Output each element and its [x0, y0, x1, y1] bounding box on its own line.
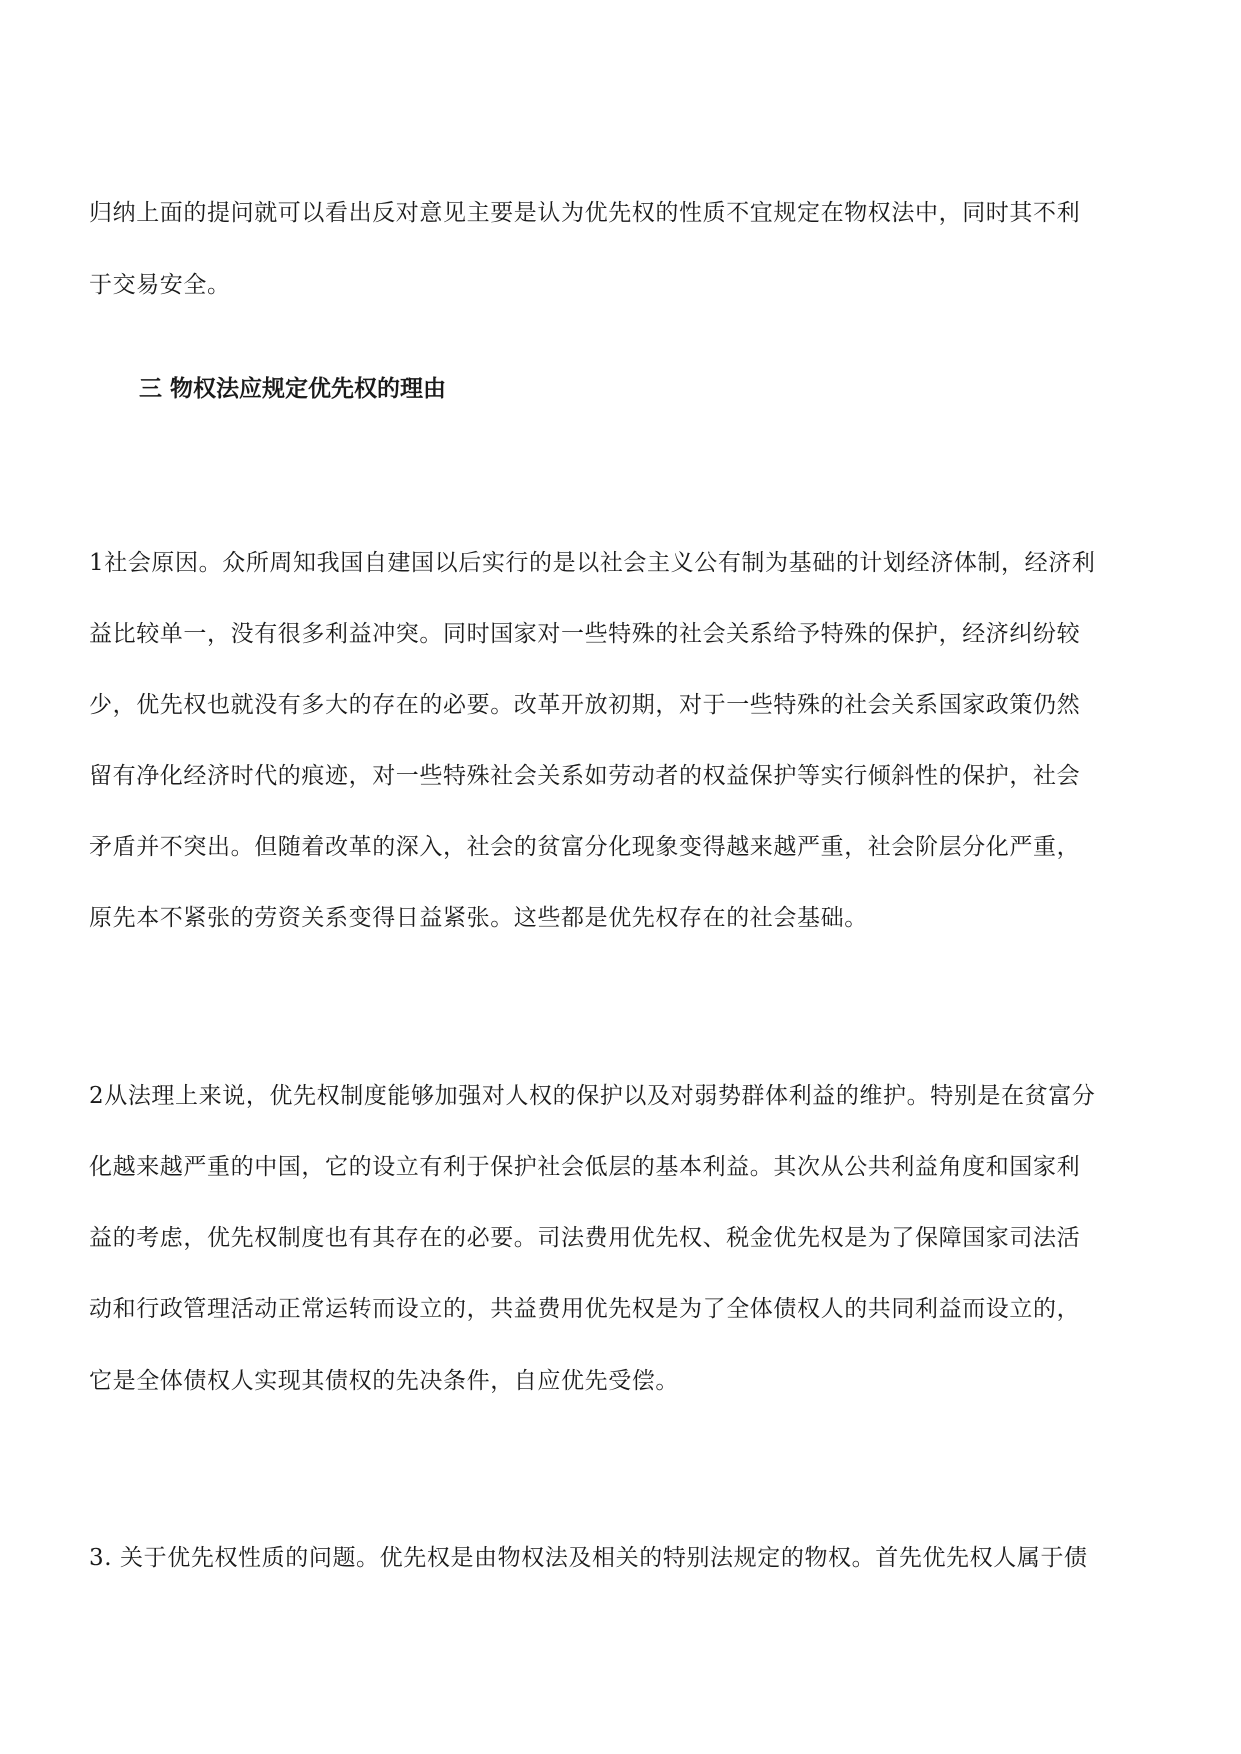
- text-line: 动和行政管理活动正常运转而设立的，共益费用优先权是为了全体债权人的共同利益而设立的，: [89, 1296, 1081, 1322]
- text-line: 益的考虑，优先权制度也有其存在的必要。司法费用优先权、税金优先权是为了保障国家司法活: [89, 1225, 1081, 1251]
- text-line: 少，优先权也就没有多大的存在的必要。改革开放初期，对于一些特殊的社会关系国家政策仍然: [89, 692, 1081, 718]
- text-line: 原先本不紧张的劳资关系变得日益紧张。这些都是优先权存在的社会基础。: [89, 905, 868, 931]
- text-line: 益比较单一，没有很多利益冲突。同时国家对一些特殊的社会关系给予特殊的保护，经济纠纷较: [89, 621, 1081, 647]
- text-line: 归纳上面的提问就可以看出反对意见主要是认为优先权的性质不宜规定在物权法中，同时其不利: [89, 200, 1081, 226]
- text-line: 于交易安全。: [89, 272, 231, 298]
- text-line: 化越来越严重的中国，它的设立有利于保护社会低层的基本利益。其次从公共利益角度和国家利: [89, 1154, 1081, 1180]
- text-line: 它是全体债权人实现其债权的先决条件，自应优先受偿。: [89, 1368, 679, 1394]
- text-line: 留有净化经济时代的痕迹，对一些特殊社会关系如劳动者的权益保护等实行倾斜性的保护，社会: [89, 763, 1081, 789]
- text-line: 矛盾并不突出。但随着改革的深入，社会的贫富分化现象变得越来越严重，社会阶层分化严重，: [89, 834, 1081, 860]
- text-line: 1社会原因。众所周知我国自建国以后实行的是以社会主义公有制为基础的计划经济体制，经济利: [89, 550, 1096, 576]
- text-line: 2从法理上来说，优先权制度能够加强对人权的保护以及对弱势群体利益的维护。特别是在贫富分: [89, 1083, 1096, 1109]
- text-line: 3. 关于优先权性质的问题。优先权是由物权法及相关的特别法规定的物权。首先优先权人属于债: [89, 1545, 1088, 1571]
- section-heading: 三 物权法应规定优先权的理由: [139, 376, 447, 402]
